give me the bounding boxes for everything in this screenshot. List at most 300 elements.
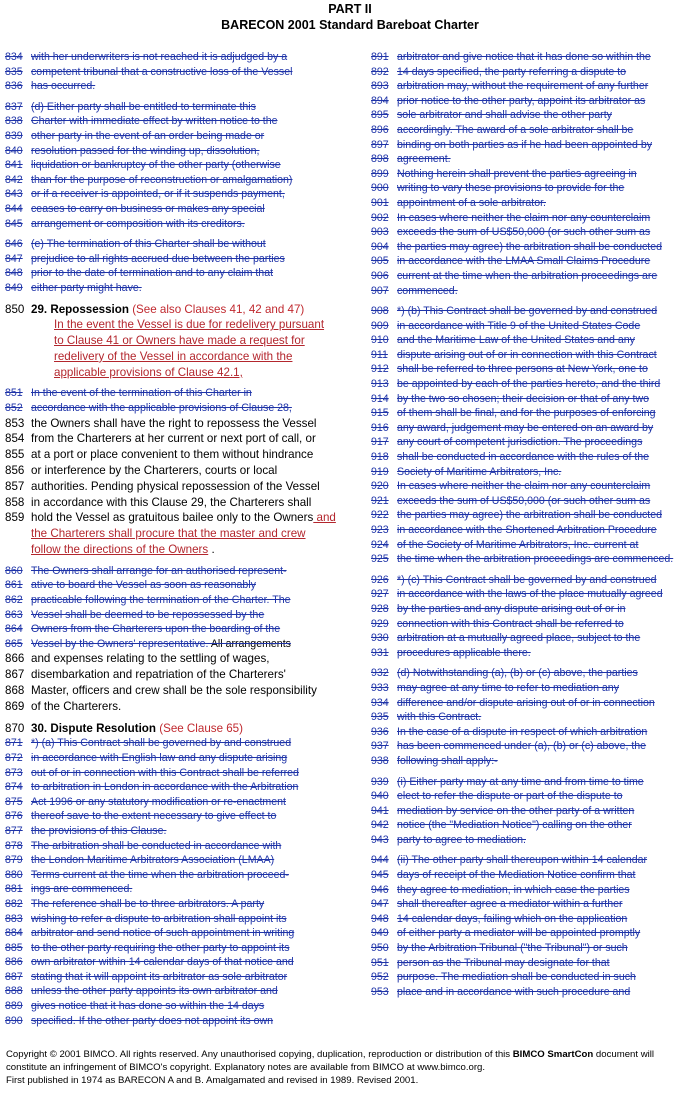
line-number: 928 [371,602,389,615]
line-text-content: In the event of the termination of this Charter in [31,387,252,400]
line-text-content: wishing to refer a dispute to arbitration shall appoint its [31,912,287,925]
line-number: 931 [371,646,389,659]
document-title: BARECON 2001 Standard Bareboat Charter [221,18,479,32]
numbered-line [371,666,700,681]
numbered-line [371,79,700,94]
numbered-line [371,956,700,971]
line-text-content: the parties may agree) the arbitration shall be conducted [397,240,662,253]
line-text-content: commenced. [397,284,458,297]
line-text-content: at a port or place convenient to them without hindrance [31,448,314,462]
numbered-line [5,751,350,766]
line-text [31,780,350,795]
numbered-line [371,319,700,334]
line-text [31,637,350,652]
line-number: 877 [5,824,23,837]
line-number: 882 [5,897,23,910]
numbered-line [5,50,350,65]
line-text-content: Vessel shall be deemed to be repossessed by the [31,608,265,621]
line-number: 850 [5,302,25,316]
line-text [397,666,700,681]
line-text-content: writing to vary these provisions to provide for the [397,182,625,195]
line-text [31,809,350,824]
numbered-line [5,593,350,608]
line-text [397,421,700,436]
line-text [31,495,350,511]
numbered-line [371,696,700,711]
numbered-line [371,646,700,661]
line-text [31,912,350,927]
line-text [31,401,350,416]
line-number: 886 [5,956,23,969]
line-text [31,955,350,970]
line-text [31,144,350,159]
line-text [397,956,700,971]
line-text [397,926,700,941]
line-text-content: the parties may agree) the arbitration shall be conducted [397,509,662,522]
numbered-line [5,853,350,868]
line-text-content: The reference shall be to three arbitrators. A party [31,897,265,910]
line-number: 859 [5,511,25,525]
line-text-content: specified. If the other party does not appoint its own [31,1014,274,1027]
line-number: 892 [371,65,389,78]
line-text [31,824,350,839]
line-text-content: accordance with the applicable provisions of Clause 28, [31,402,292,415]
line-text-content: in accordance with the LMAA Small Claims Procedure [397,255,651,268]
part-label: PART II [328,2,372,16]
line-text [31,868,350,883]
numbered-line [371,739,700,754]
line-number: 887 [5,970,23,983]
clause-cross-reference: (See Clause 65) [159,721,243,735]
line-number: 941 [371,804,389,817]
line-text-content: following shall apply:- [397,754,498,767]
numbered-line [5,868,350,883]
numbered-line [371,94,700,109]
line-number: 918 [371,451,389,464]
line-text [397,538,700,553]
line-text-content: Act 1996 or any statutory modification or re-enactment [31,795,286,808]
line-text-content: arbitrator and send notice of such appointment in writing [31,927,295,940]
line-number: 953 [371,985,389,998]
numbered-line [371,883,700,898]
line-text-content: 29. Repossession [31,302,129,316]
inserted-text-inline: and [313,511,336,525]
line-text [397,211,700,226]
line-text [31,100,350,115]
line-text [31,578,350,593]
numbered-line [5,608,350,623]
line-text-content: notice (the "Mediation Notice") calling on the other [397,819,632,832]
footer-brand: BIMCO SmartCon [512,1049,594,1060]
numbered-line [371,479,700,494]
line-text-content: than for the purpose of reconstruction or amalgamation) [31,173,293,186]
line-text-content: or if a receiver is appointed, or if it suspends payment, [31,188,285,201]
line-text-content: stating that it will appoint its arbitrator as sole arbitrator [31,970,288,983]
line-text-content: Owners from the Charterers upon the boarding of the [31,623,281,636]
line-text [31,667,350,683]
numbered-line [371,123,700,138]
numbered-line [5,173,350,188]
numbered-line [5,941,350,956]
line-number: 874 [5,781,23,794]
numbered-line [371,65,700,80]
line-text-content: to the other party requiring the other party to appoint its [31,941,290,954]
line-number: 885 [5,941,23,954]
line-text [31,79,350,94]
line-text-content: agreement. [397,153,451,166]
line-text [31,158,350,173]
numbered-line [5,479,350,495]
line-text [31,897,350,912]
numbered-line [5,1014,350,1029]
line-number: 924 [371,538,389,551]
numbered-line [371,552,700,567]
line-text [31,202,350,217]
line-number: 863 [5,608,23,621]
line-text-content: current at the time when the arbitration proceedings are [397,269,658,282]
numbered-line [5,79,350,94]
line-text [31,736,350,751]
line-text [31,984,350,999]
line-text [31,266,350,281]
line-number: 884 [5,927,23,940]
line-text [397,319,700,334]
line-text-content: procedures applicable there. [397,646,531,659]
line-text [31,795,350,810]
line-text [397,804,700,819]
numbered-line [5,158,350,173]
numbered-line [5,202,350,217]
line-text-content: Terms current at the time when the arbitration proceed- [31,868,289,881]
numbered-line [5,736,350,751]
line-text [397,362,700,377]
line-text [31,766,350,781]
line-text-content: shall thereafter agree a mediator within a further [397,898,623,911]
numbered-line [371,254,700,269]
numbered-line [5,926,350,941]
numbered-line [371,985,700,1000]
line-number: 940 [371,790,389,803]
line-text [31,622,350,637]
numbered-line [371,392,700,407]
line-text [397,573,700,588]
line-number: 836 [5,80,23,93]
line-number: 932 [371,667,389,680]
line-text-content: the time when the arbitration proceedings are commenced. [397,553,674,566]
line-text-content: arbitration at a mutually agreed place, subject to the [397,632,641,645]
line-number: 912 [371,363,389,376]
line-text [397,868,700,883]
line-number: 860 [5,564,23,577]
line-text [31,173,350,188]
line-number: 835 [5,65,23,78]
line-text-content: hold the Vessel as gratuitous bailee only to the Owners [31,511,314,525]
line-text-content: the Owners shall have the right to repossess the Vessel [31,416,317,430]
numbered-line [371,926,700,941]
inserted-text-line: to Clause 41 or Owners have made a request for [54,334,305,348]
numbered-line [371,912,700,927]
line-text-content: Nothing herein shall prevent the parties agreeing in [397,167,637,180]
numbered-line [5,699,350,715]
line-text-content: days of receipt of the Mediation Notice confirm that [397,869,636,882]
line-number: 893 [371,80,389,93]
line-number: 881 [5,883,23,896]
numbered-line [371,421,700,436]
line-text [31,217,350,232]
line-text-content: person as the Tribunal may designate for that [397,956,610,969]
footer-history: First published in 1974 as BARECON A and B. Amalgamated and revised in 1989. Revised 2001. [6,1075,419,1086]
line-number: 936 [371,725,389,738]
line-text [397,602,700,617]
line-number: 890 [5,1014,23,1027]
numbered-line [371,710,700,725]
line-text [397,138,700,153]
line-number: 916 [371,421,389,434]
line-text [31,386,350,401]
line-text [31,187,350,202]
line-text [31,463,350,479]
line-text-content: has been commenced under (a), (b) or (c) above, the [397,740,647,753]
line-text-content: resolution passed for the winding up, dissolution, [31,144,260,157]
line-number: 875 [5,795,23,808]
line-text [397,833,700,848]
line-text-content: out of or in connection with this Contract shall be referred [31,766,299,779]
left-column [5,50,350,1028]
numbered-line [371,152,700,167]
line-text [31,416,350,432]
line-number: 843 [5,188,23,201]
numbered-line [371,284,700,299]
line-text-content: the provisions of this Clause. [31,824,167,837]
line-text-content: liquidation or bankruptcy of the other party (otherwise [31,159,281,172]
line-text [397,123,700,138]
line-number: 865 [5,637,23,650]
line-text [397,79,700,94]
line-text-content: in accordance with Title 9 of the United States Code [397,319,641,332]
line-text-content: appointment of a sole arbitrator. [397,196,546,209]
numbered-line [371,108,700,123]
line-number: 911 [371,348,388,361]
line-number: 872 [5,751,23,764]
line-text-content: the London Maritime Arbitrators Association (LMAA) [31,854,275,867]
line-text-content: (d) Either party shall be entitled to terminate this [31,100,256,113]
line-text [397,108,700,123]
line-text-content: (d) Notwithstanding (a), (b) or (c) above, the parties [397,667,638,680]
line-text [397,494,700,509]
line-text [397,465,700,480]
line-text [397,646,700,661]
line-text-content: (e) The termination of this Charter shall be without [31,238,266,251]
line-text-content: of the Charterers. [31,699,122,713]
line-number: 844 [5,202,23,215]
numbered-line [371,138,700,153]
clause-heading [5,721,350,737]
line-text-content: or interference by the Charterers, courts or local [31,464,278,478]
line-number: 947 [371,898,389,911]
numbered-line [5,795,350,810]
numbered-line [5,984,350,999]
inserted-text-line: redelivery of the Vessel in accordance with the [54,349,293,363]
line-text [31,999,350,1014]
line-number: 889 [5,1000,23,1013]
line-text-content: ative to board the Vessel as soon as reasonably [31,579,256,592]
line-text-content: may agree at any time to refer to mediation any [397,681,619,694]
numbered-line [5,897,350,912]
line-text [31,593,350,608]
inserted-text-line: In the event the Vessel is due for redelivery pursuant [54,318,325,332]
line-text-content: exceeds the sum of US$50,000 (or such other sum as [397,494,651,507]
line-text-content: mediation by service on the other party of a written [397,804,635,817]
line-number: 910 [371,334,389,347]
line-number: 845 [5,217,23,230]
line-text [397,775,700,790]
line-number: 904 [371,240,389,253]
line-text [31,882,350,897]
numbered-line [5,463,350,479]
line-text [397,406,700,421]
line-number: 899 [371,167,389,180]
line-text [397,754,700,769]
line-number: 838 [5,115,23,128]
inserted-text-row [5,542,350,558]
numbered-line [371,348,700,363]
line-text-content: binding on both parties as if he had been appointed by [397,138,653,151]
line-text [397,941,700,956]
numbered-line [5,667,350,683]
line-number: 907 [371,284,389,297]
line-text [31,926,350,941]
line-number: 871 [5,737,23,750]
numbered-line [5,416,350,432]
line-number: 906 [371,269,389,282]
line-text [397,181,700,196]
numbered-line [5,882,350,897]
line-text [397,333,700,348]
line-text-content: in accordance with the laws of the place mutually agreed [397,588,663,601]
line-number: 864 [5,623,23,636]
line-text [397,818,700,833]
line-text-content: In cases where neither the claim nor any counterclaim [397,211,651,224]
line-text-content: by the Arbitration Tribunal ("the Tribunal") or such [397,942,628,955]
numbered-line [371,435,700,450]
line-text [31,447,350,463]
line-text-content: in accordance with English law and any dispute arising [31,751,288,764]
line-number: 873 [5,766,23,779]
line-number: 914 [371,392,389,405]
line-text-content: 30. Dispute Resolution [31,721,156,735]
line-text [31,302,350,318]
line-text-content: own arbitrator within 14 calendar days of that notice and [31,956,294,969]
line-number: 848 [5,267,23,280]
line-text-content: accordingly. The award of a sole arbitrator shall be [397,123,634,136]
clause-cross-reference: (See also Clauses 41, 42 and 47) [132,302,305,316]
line-number: 939 [371,775,389,788]
line-number: 861 [5,579,23,592]
numbered-line [371,406,700,421]
line-number: 900 [371,182,389,195]
numbered-line [371,602,700,617]
line-number: 841 [5,159,23,172]
inserted-text-tail: . [208,543,215,557]
line-number: 856 [5,464,25,478]
line-text [397,196,700,211]
line-text [397,269,700,284]
line-number: 876 [5,810,23,823]
line-text [31,721,350,737]
line-text-content: In cases where neither the claim nor any counterclaim [397,480,651,493]
line-text-content: arrangement or composition with its creditors. [31,217,245,230]
inserted-text-line: follow the directions of the Owners [31,543,209,557]
line-number: 862 [5,594,23,607]
line-text-content: of either party a mediator will be appointed promptly [397,927,641,940]
line-number: 868 [5,684,25,697]
numbered-line [5,187,350,202]
numbered-line [5,780,350,795]
line-text-content: by the parties and any dispute arising out of or in [397,602,626,615]
line-number: 851 [5,387,23,400]
numbered-line [5,447,350,463]
line-text [31,50,350,65]
line-text-content: sole arbitrator and shall advise the other party [397,109,612,122]
numbered-line [371,508,700,523]
line-text [397,450,700,465]
line-number: 858 [5,495,25,509]
line-text [31,65,350,80]
line-text [397,970,700,985]
inserted-text-line: the Charterers shall procure that the master and crew [31,527,306,541]
line-text [397,225,700,240]
line-number: 929 [371,617,389,630]
line-text-content: authorities. Pending physical repossession of the Vessel [31,479,320,493]
line-number: 908 [371,305,389,318]
numbered-line [5,578,350,593]
line-text [397,392,700,407]
line-number: 894 [371,94,389,107]
line-text-content: arbitration may, without the requirement of any further [397,80,649,93]
line-text-content: dispute arising out of or in connection with this Contract [397,348,657,361]
line-text-content: party to agree to mediation. [397,833,526,846]
numbered-line [371,181,700,196]
line-text-content: *) (a) This Contract shall be governed by and construed [31,737,292,750]
numbered-line [371,450,700,465]
line-text [397,552,700,567]
line-number: 949 [371,927,389,940]
line-number: 834 [5,51,23,63]
line-text-content: in accordance with the Shortened Arbitration Procedure [397,524,657,536]
line-text [397,304,700,319]
line-text-content: they agree to mediation, in which case the parties [397,883,630,896]
line-text [397,681,700,696]
numbered-line [5,999,350,1014]
footer-copyright-text-2: document will constitute an infringement of BIMCO's copyright. Explanatory notes are available from BIMCO at www.bimco.org. [6,1049,655,1073]
line-text-content: either party might have. [31,281,142,294]
numbered-line [5,401,350,416]
line-number: 905 [371,255,389,268]
line-text [31,683,350,699]
line-number: 937 [371,740,389,753]
line-number: 878 [5,839,23,852]
numbered-line [5,100,350,115]
line-number: 839 [5,129,23,142]
line-text [31,237,350,252]
line-number: 888 [5,985,23,998]
numbered-line [5,955,350,970]
line-text [397,523,700,538]
numbered-line [5,651,350,667]
numbered-line [371,494,700,509]
line-text-content: practicable following the termination of the Charter. The [31,594,291,607]
line-text-content: In the case of a dispute in respect of which arbitration [397,725,648,738]
